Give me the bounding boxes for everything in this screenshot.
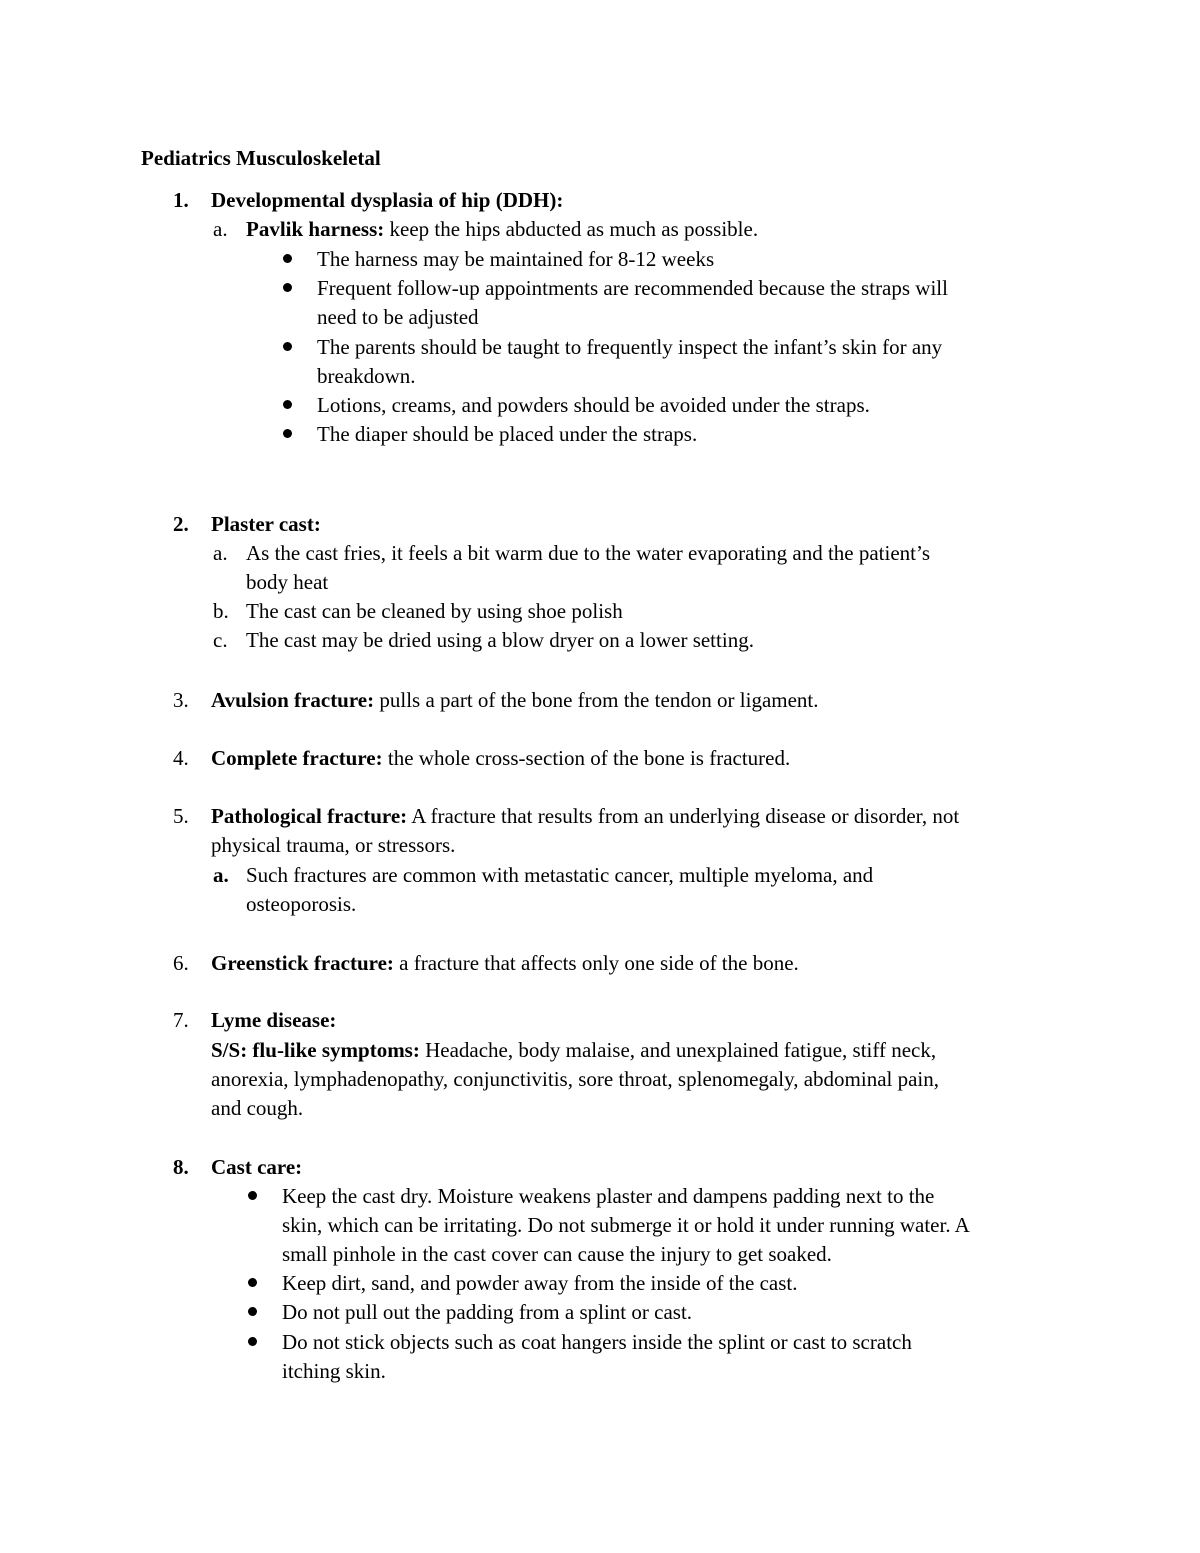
ddh-heading: Developmental dysplasia of hip (DDH): [211, 188, 564, 212]
plaster-item: The cast may be dried using a blow dryer on a lower setting. [246, 628, 754, 652]
greenstick-line [211, 949, 799, 978]
item-number: 3. [173, 688, 189, 712]
bullet-icon [248, 1337, 257, 1346]
item-number: 5. [173, 804, 189, 828]
pathological-cont: physical trauma, or stressors. [211, 833, 456, 857]
ddh-bullet: The parents should be taught to frequently inspect the infant’s skin for any [317, 335, 943, 359]
plaster-item: As the cast fries, it feels a bit warm due to the water evaporating and the patient’s [246, 541, 931, 565]
cast-care-bullet: Keep the cast dry. Moisture weakens plaster and dampens padding next to the [282, 1184, 935, 1208]
greenstick-term: Greenstick fracture: [211, 951, 394, 975]
ddh-bullet: The diaper should be placed under the straps. [317, 422, 698, 446]
cast-care-bullet: Do not stick objects such as coat hangers inside the splint or cast to scratch [282, 1330, 912, 1354]
bullet-icon [283, 283, 292, 292]
pathological-sub: Such fractures are common with metastatic cancer, multiple myeloma, and [246, 863, 874, 887]
bullet-icon [248, 1191, 257, 1200]
item-number: 1. [173, 188, 189, 212]
pathological-term: Pathological fracture: [211, 804, 408, 828]
pathological-line [211, 802, 959, 831]
bullet-icon [283, 400, 292, 409]
pavlik-harness-term: Pavlik harness: [246, 217, 385, 241]
lyme-ss-text: Headache, body malaise, and unexplained fatigue, stiff neck, [419, 1038, 937, 1062]
bullet-icon [248, 1278, 257, 1287]
lyme-cont: and cough. [211, 1096, 304, 1120]
cast-care-heading: Cast care: [211, 1155, 303, 1179]
document-title: Pediatrics Musculoskeletal [141, 146, 381, 170]
lyme-ss-line [211, 1036, 936, 1065]
item-number: 8. [173, 1155, 189, 1179]
item-number: 4. [173, 746, 189, 770]
ddh-bullet-cont: breakdown. [317, 364, 416, 388]
ddh-bullet: Lotions, creams, and powders should be avoided under the straps. [317, 393, 870, 417]
plaster-item: The cast can be cleaned by using shoe polish [246, 599, 623, 623]
sub-label: a. [213, 217, 228, 241]
plaster-item-cont: body heat [246, 570, 329, 594]
sub-label: a. [213, 541, 228, 565]
avulsion-line [211, 686, 819, 715]
item-number: 6. [173, 951, 189, 975]
pavlik-harness-text: keep the hips abducted as much as possible. [384, 217, 759, 241]
lyme-heading: Lyme disease: [211, 1008, 337, 1032]
complete-term: Complete fracture: [211, 746, 383, 770]
avulsion-term: Avulsion fracture: [211, 688, 375, 712]
pathological-text: A fracture that results from an underlying disease or disorder, not [407, 804, 960, 828]
cast-care-cont: itching skin. [282, 1359, 386, 1383]
greenstick-text: a fracture that affects only one side of the bone. [393, 951, 799, 975]
item-number: 2. [173, 512, 189, 536]
item-number: 7. [173, 1008, 189, 1032]
ddh-bullet: Frequent follow-up appointments are recommended because the straps will [317, 276, 948, 300]
sub-label: c. [213, 628, 228, 652]
bullet-icon [248, 1307, 257, 1316]
sub-label: b. [213, 599, 229, 623]
pathological-sub-cont: osteoporosis. [246, 892, 357, 916]
complete-line [211, 744, 790, 773]
avulsion-text: pulls a part of the bone from the tendon or ligament. [374, 688, 819, 712]
bullet-icon [283, 429, 292, 438]
pavlik-harness-line [246, 215, 758, 244]
plaster-cast-heading: Plaster cast: [211, 512, 321, 536]
cast-care-cont: small pinhole in the cast cover can cause the injury to get soaked. [282, 1242, 832, 1266]
bullet-icon [283, 254, 292, 263]
complete-text: the whole cross-section of the bone is fractured. [382, 746, 791, 770]
ddh-bullet: The harness may be maintained for 8-12 weeks [317, 247, 715, 271]
ddh-bullet-cont: need to be adjusted [317, 305, 479, 329]
lyme-cont: anorexia, lymphadenopathy, conjunctivitis, sore throat, splenomegaly, abdominal pain, [211, 1067, 940, 1091]
cast-care-bullet: Keep dirt, sand, and powder away from the inside of the cast. [282, 1271, 798, 1295]
bullet-icon [283, 342, 292, 351]
sub-label: a. [213, 863, 229, 887]
cast-care-cont: skin, which can be irritating. Do not submerge it or hold it under running water. A [282, 1213, 970, 1237]
lyme-ss-term: S/S: flu-like symptoms: [211, 1038, 420, 1062]
cast-care-bullet: Do not pull out the padding from a splint or cast. [282, 1300, 693, 1324]
